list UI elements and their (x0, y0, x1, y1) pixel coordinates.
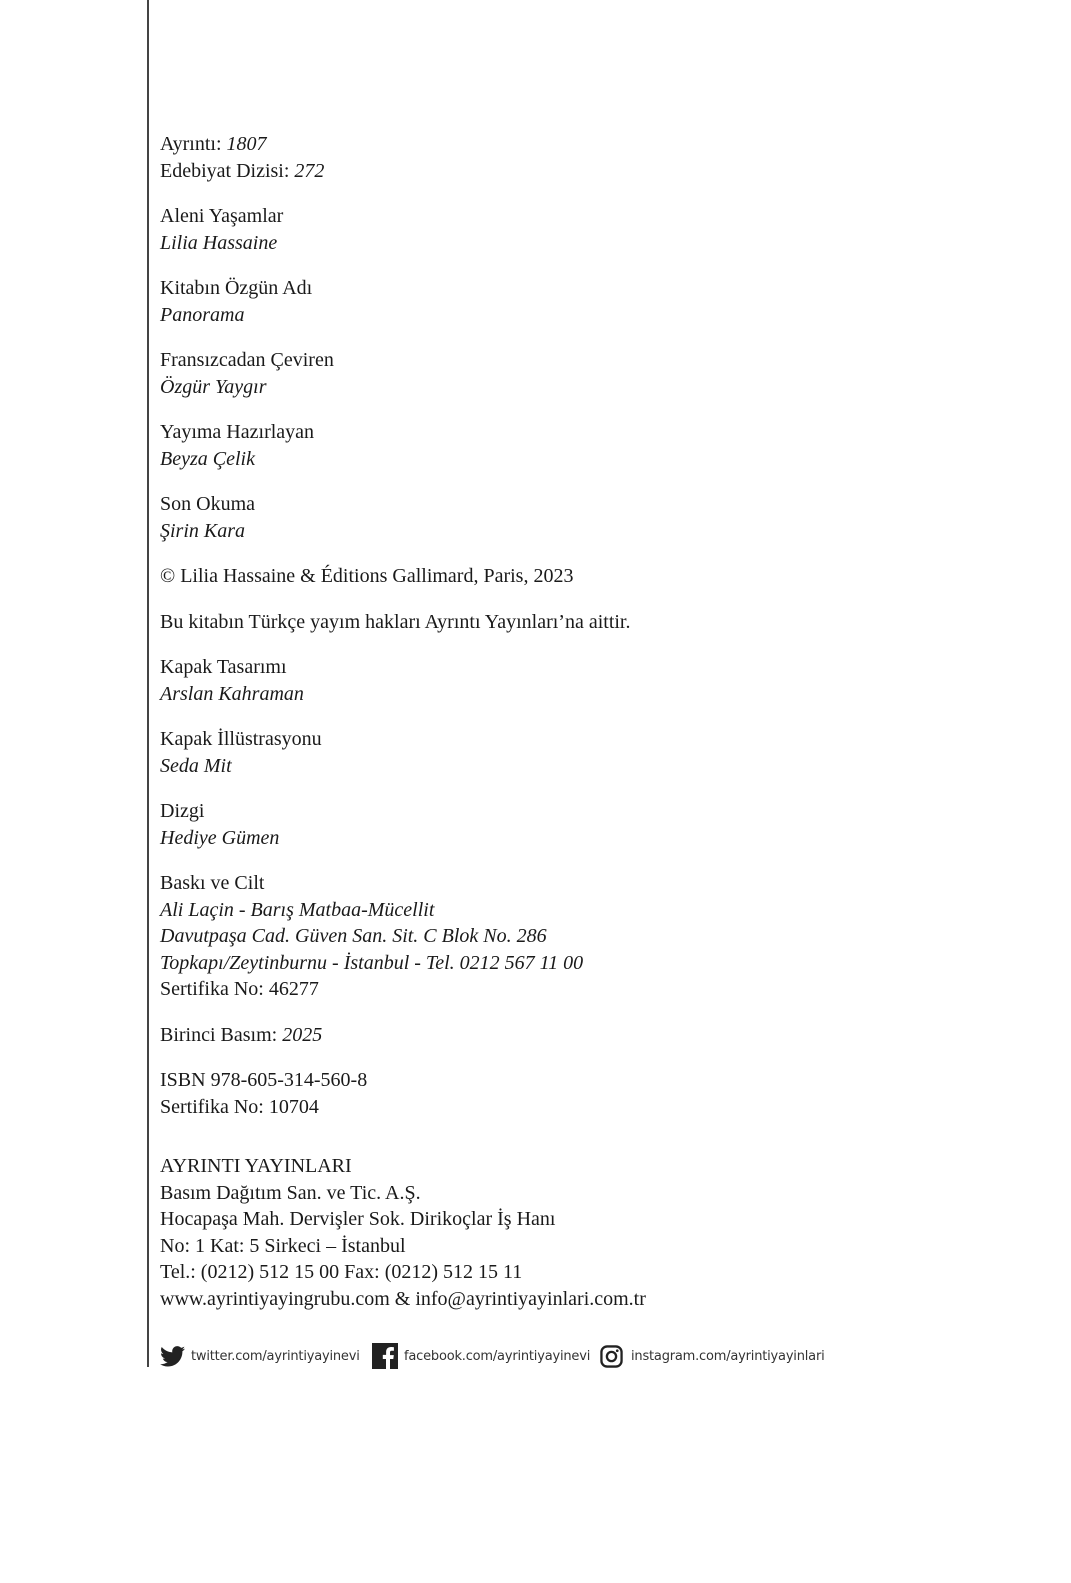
proofreader-label: Son Okuma (160, 493, 255, 515)
publisher-name: AYRINTI YAYINLARI (160, 1155, 352, 1177)
twitter-link[interactable] (160, 1341, 360, 1371)
rights-block (160, 609, 1040, 636)
publisher-address-line2: No: 1 Kat: 5 Sirkeci – İstanbul (160, 1234, 406, 1257)
editor-block (160, 419, 1040, 472)
cover-illustration-block (160, 726, 1040, 779)
subseries-label: Edebiyat Dizisi: (160, 159, 290, 182)
edition-block (160, 1022, 1040, 1049)
social-links (160, 1341, 1040, 1371)
book-title: Aleni Yaşamlar (160, 205, 284, 227)
first-edition-label: Birinci Basım: (160, 1023, 278, 1046)
copyright-block (160, 563, 1040, 590)
cover-design-label: Kapak Tasarımı (160, 656, 287, 678)
imprint-page (160, 131, 1040, 1331)
proofreader-block (160, 491, 1040, 544)
publisher-web-email: www.ayrintiyayingrubu.com & info@ayrintiyayinlari.com.tr (160, 1287, 646, 1310)
typesetting-block (160, 798, 1040, 851)
printer-name: Ali Laçin - Barış Matbaa-Mücellit (160, 898, 435, 921)
typesetter: Hediye Gümen (160, 826, 280, 849)
subseries-number: 272 (294, 159, 325, 182)
proofreader: Şirin Kara (160, 519, 246, 542)
instagram-icon (600, 1345, 623, 1368)
print-label: Baskı ve Cilt (160, 872, 265, 894)
isbn-block (160, 1067, 1040, 1120)
author: Lilia Hassaine (160, 231, 278, 254)
series-label: Ayrıntı: (160, 133, 222, 155)
cover-illustration-label: Kapak İllüstrasyonu (160, 728, 322, 750)
facebook-handle: facebook.com/ayrintiyayinevi (404, 1348, 591, 1364)
instagram-link[interactable] (600, 1341, 825, 1371)
editor-label: Yayıma Hazırlayan (160, 421, 315, 443)
copyright-notice: © Lilia Hassaine & Éditions Gallimard, Paris, 2023 (160, 565, 574, 587)
margin-rule (147, 0, 149, 1367)
instagram-handle: instagram.com/ayrintiyayinlari (631, 1348, 825, 1364)
series-number: 1807 (226, 133, 267, 155)
publisher-company: Basım Dağıtım San. ve Tic. A.Ş. (160, 1181, 421, 1204)
title-block (160, 203, 1040, 256)
print-block (160, 870, 1040, 1003)
cover-illustrator: Seda Mit (160, 754, 232, 777)
publisher-block (160, 1153, 1040, 1312)
original-title-label: Kitabın Özgün Adı (160, 277, 313, 299)
facebook-icon (372, 1343, 398, 1369)
typesetting-label: Dizgi (160, 800, 205, 822)
translator-block (160, 347, 1040, 400)
editor: Beyza Çelik (160, 447, 255, 470)
publisher-phone: Tel.: (0212) 512 15 00 Fax: (0212) 512 15 11 (160, 1261, 523, 1283)
rights-notice: Bu kitabın Türkçe yayım hakları Ayrıntı Yayınları’na aittir. (160, 610, 631, 633)
twitter-icon (160, 1346, 185, 1367)
printer-city-phone: Topkapı/Zeytinburnu - İstanbul - Tel. 0212 567 11 00 (160, 951, 584, 974)
original-title: Panorama (160, 303, 245, 326)
cover-design-block (160, 654, 1040, 707)
printer-certificate: Sertifika No: 46277 (160, 978, 319, 1000)
facebook-link[interactable] (372, 1341, 590, 1371)
publisher-address-line1: Hocapaşa Mah. Dervişler Sok. Dirikoçlar İş Hanı (160, 1208, 556, 1230)
publisher-certificate: Sertifika No: 10704 (160, 1095, 319, 1118)
series-block (160, 131, 1040, 184)
printer-address: Davutpaşa Cad. Güven San. Sit. C Blok No. 286 (160, 925, 547, 947)
translator: Özgür Yaygır (160, 375, 267, 398)
first-edition-year: 2025 (282, 1023, 323, 1046)
original-title-block (160, 275, 1040, 328)
cover-designer: Arslan Kahraman (160, 682, 304, 705)
twitter-handle: twitter.com/ayrintiyayinevi (191, 1348, 360, 1364)
translator-label: Fransızcadan Çeviren (160, 349, 334, 371)
isbn: ISBN 978-605-314-560-8 (160, 1069, 368, 1091)
